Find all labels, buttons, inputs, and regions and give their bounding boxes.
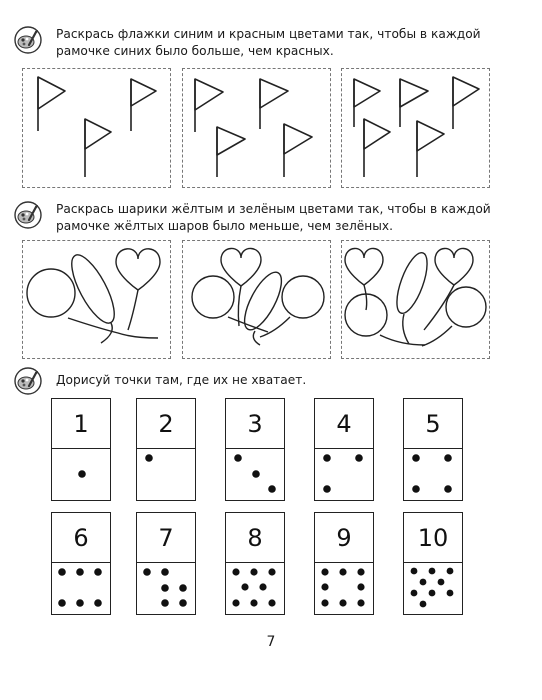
heart-balloon-icon[interactable] <box>221 248 261 326</box>
dot <box>420 579 427 586</box>
task-2-text: Раскрась шарики жёлтым и зелёным цветами так, чтобы в каждой рамочке жёлтых шаров было меньше, чем зелёных. <box>56 202 491 233</box>
balloon-frame-1[interactable] <box>22 240 171 359</box>
dot <box>355 454 363 462</box>
dot <box>241 583 248 590</box>
dot <box>268 599 275 606</box>
domino-card-9[interactable] <box>314 512 374 615</box>
domino-number: 10 <box>404 513 462 563</box>
task-3-header <box>14 367 496 395</box>
dot <box>94 599 102 607</box>
dot <box>357 583 364 590</box>
dot <box>447 568 454 575</box>
dot <box>58 568 66 576</box>
dot <box>161 568 169 576</box>
domino-number: 3 <box>226 399 284 449</box>
dot <box>145 454 153 462</box>
dot <box>444 454 452 462</box>
palette-brush-icon <box>14 201 42 229</box>
dot <box>234 454 242 462</box>
domino-card-6[interactable] <box>51 512 111 615</box>
round-balloon-icon[interactable] <box>345 294 425 345</box>
round-balloon-icon[interactable] <box>192 276 268 332</box>
dot <box>411 590 418 597</box>
flag-icon[interactable] <box>400 79 428 127</box>
page-number: 7 <box>266 634 276 650</box>
flag-icon[interactable] <box>195 79 223 132</box>
task-2-header <box>14 201 496 235</box>
long-balloon-icon[interactable] <box>237 267 288 345</box>
dot <box>179 584 187 592</box>
domino-card-2[interactable] <box>136 398 196 501</box>
dot <box>268 485 276 493</box>
dot <box>357 599 364 606</box>
dot <box>420 601 427 608</box>
flag-frame-1[interactable] <box>22 68 171 188</box>
dot <box>259 583 266 590</box>
task-3-text: Дорисуй точки там, где их не хватает. <box>56 373 307 387</box>
balloon-frame-2[interactable] <box>182 240 331 359</box>
balloon-frame-3[interactable] <box>341 240 490 359</box>
domino-card-7[interactable] <box>136 512 196 615</box>
dot <box>161 599 169 607</box>
dot <box>321 568 328 575</box>
dot <box>58 599 66 607</box>
flag-frame-3[interactable] <box>341 68 490 188</box>
flag-icon[interactable] <box>260 79 288 129</box>
dot <box>412 454 420 462</box>
domino-number: 1 <box>52 399 110 449</box>
dot <box>76 599 84 607</box>
dot <box>268 568 275 575</box>
domino-number: 8 <box>226 513 284 563</box>
domino-number: 9 <box>315 513 373 563</box>
dot <box>94 568 102 576</box>
domino-card-1[interactable] <box>51 398 111 501</box>
flag-icon[interactable] <box>453 77 479 129</box>
dot <box>321 583 328 590</box>
dot <box>76 568 84 576</box>
dot <box>250 599 257 606</box>
domino-card-5[interactable] <box>403 398 463 501</box>
flag-icon[interactable] <box>85 119 111 177</box>
domino-number: 5 <box>404 399 462 449</box>
flag-frame-2[interactable] <box>182 68 331 188</box>
task-1-header <box>14 26 496 60</box>
flag-icon[interactable] <box>284 124 312 177</box>
dot <box>412 485 420 493</box>
dot <box>357 568 364 575</box>
dot <box>179 599 187 607</box>
domino-number: 2 <box>137 399 195 449</box>
dot <box>232 599 239 606</box>
dot <box>444 485 452 493</box>
dot <box>323 454 331 462</box>
dot <box>339 568 346 575</box>
domino-card-3[interactable] <box>225 398 285 501</box>
flag-icon[interactable] <box>38 77 65 131</box>
palette-brush-icon <box>14 367 42 395</box>
dot <box>161 584 169 592</box>
domino-card-10[interactable] <box>403 512 463 615</box>
domino-number: 7 <box>137 513 195 563</box>
dot <box>429 590 436 597</box>
dot <box>438 579 445 586</box>
flag-icon[interactable] <box>364 119 390 177</box>
dot <box>323 485 331 493</box>
dot <box>429 568 436 575</box>
domino-card-4[interactable] <box>314 398 374 501</box>
flag-icon[interactable] <box>417 121 444 177</box>
dot <box>321 599 328 606</box>
flag-icon[interactable] <box>217 127 245 177</box>
dot <box>143 568 151 576</box>
domino-card-8[interactable] <box>225 512 285 615</box>
palette-brush-icon <box>14 26 42 54</box>
dot <box>252 470 260 478</box>
dot <box>411 568 418 575</box>
domino-number: 4 <box>315 399 373 449</box>
long-balloon-icon[interactable] <box>64 249 123 343</box>
dot <box>250 568 257 575</box>
long-balloon-icon[interactable] <box>391 249 434 344</box>
dot <box>447 590 454 597</box>
domino-number: 6 <box>52 513 110 563</box>
round-balloon-icon[interactable] <box>260 276 324 337</box>
round-balloon-icon[interactable] <box>27 269 158 338</box>
round-balloon-icon[interactable] <box>422 287 486 346</box>
dot <box>339 599 346 606</box>
task-1-text: Раскрась флажки синим и красным цветами так, чтобы в каждой рамочке синих было больше, чем красных. <box>56 27 481 58</box>
flag-icon[interactable] <box>131 79 156 131</box>
dot <box>232 568 239 575</box>
dot <box>78 470 86 478</box>
heart-balloon-icon[interactable] <box>116 249 160 330</box>
